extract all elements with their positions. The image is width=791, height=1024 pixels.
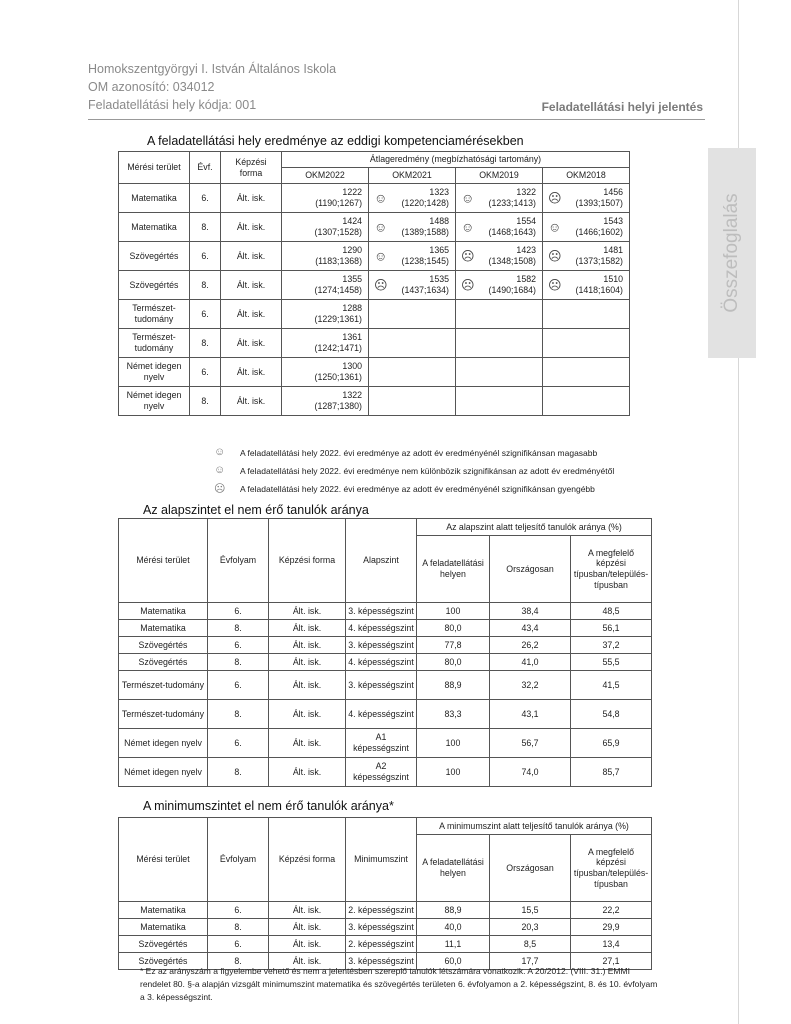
cell-score (282, 358, 369, 387)
table-row (119, 358, 630, 387)
cell-form: Ált. isk. (269, 953, 346, 970)
cell-site: 88,9 (417, 671, 490, 700)
cell-level: A1 képességszint (346, 729, 417, 758)
score-range: (1287;1380) (314, 401, 362, 411)
score-value: 1543 (603, 215, 623, 226)
cell-score (456, 387, 543, 416)
score-range: (1373;1582) (575, 256, 623, 266)
score-range: (1490;1684) (488, 285, 536, 295)
cell-form: Ált. isk. (269, 603, 346, 620)
score-value: 1290 (342, 244, 362, 255)
cell-national: 20,3 (490, 919, 571, 936)
cell-score (456, 358, 543, 387)
cell-site: 40,0 (417, 919, 490, 936)
cell-score (282, 300, 369, 329)
score-range: (1220;1428) (401, 198, 449, 208)
table-row (119, 603, 652, 620)
cell-site: 83,3 (417, 700, 490, 729)
cell-type: 56,1 (571, 620, 652, 637)
cell-score (282, 329, 369, 358)
score-value: 1365 (429, 244, 449, 255)
cell-type: 54,8 (571, 700, 652, 729)
smiley-neutral-icon: ☺ (374, 219, 388, 235)
cell-score (543, 300, 630, 329)
cell-score (369, 271, 456, 300)
cell-site: 60,0 (417, 953, 490, 970)
basic-level-table (118, 518, 652, 787)
cell-level: A2 képességszint (346, 758, 417, 787)
cell-score (543, 271, 630, 300)
cell-national: 17,7 (490, 953, 571, 970)
score-value: 1323 (429, 186, 449, 197)
col-header-year: OKM2022 (282, 168, 369, 184)
cell-grade: 6. (208, 637, 269, 654)
cell-level: 4. képességszint (346, 700, 417, 729)
cell-grade: 6. (190, 184, 221, 213)
score-value: 1300 (342, 360, 362, 371)
col-header-grade: Évf. (190, 152, 221, 184)
cell-level: 3. képességszint (346, 637, 417, 654)
col-header-area: Mérési terület (119, 818, 208, 902)
cell-level: 4. képességszint (346, 654, 417, 671)
smiley-sad-icon: ☹ (374, 277, 388, 293)
cell-national: 26,2 (490, 637, 571, 654)
cell-area: Természet-tudomány (119, 329, 190, 358)
col-header-site: A feladatellátási helyen (417, 835, 490, 902)
col-header-site: A feladatellátási helyen (417, 536, 490, 603)
cell-area: Matematika (119, 184, 190, 213)
score-value: 1554 (516, 215, 536, 226)
cell-level: 3. képességszint (346, 919, 417, 936)
cell-form: Ált. isk. (221, 271, 282, 300)
score-range: (1238;1545) (401, 256, 449, 266)
cell-level: 3. képességszint (346, 603, 417, 620)
cell-area: Természet-tudomány (119, 671, 208, 700)
cell-form: Ált. isk. (221, 358, 282, 387)
cell-type: 37,2 (571, 637, 652, 654)
smiley-neutral-icon: ☺ (548, 219, 562, 235)
cell-grade: 6. (190, 358, 221, 387)
score-value: 1481 (603, 244, 623, 255)
score-value: 1535 (429, 273, 449, 284)
cell-area: Matematika (119, 603, 208, 620)
cell-grade: 8. (190, 213, 221, 242)
cell-score (543, 387, 630, 416)
cell-type: 27,1 (571, 953, 652, 970)
cell-score (456, 329, 543, 358)
score-value: 1510 (603, 273, 623, 284)
legend-text: A feladatellátási hely 2022. évi eredménye az adott év eredményénél szignifikánsan magasabb (240, 448, 598, 458)
score-range: (1233;1413) (488, 198, 536, 208)
cell-score (456, 300, 543, 329)
col-header-form: Képzési forma (221, 152, 282, 184)
cell-grade: 6. (190, 242, 221, 271)
cell-national: 74,0 (490, 758, 571, 787)
cell-score (369, 329, 456, 358)
table-row (119, 620, 652, 637)
cell-score (543, 184, 630, 213)
col-header-level: Alapszint (346, 519, 417, 603)
cell-score (543, 242, 630, 271)
col-header-type: A megfelelő képzési típusban/település-típusban (571, 536, 652, 603)
cell-area: Német idegen nyelv (119, 358, 190, 387)
smiley-sad-icon: ☹ (548, 190, 562, 206)
score-range: (1229;1361) (314, 314, 362, 324)
legend-text: A feladatellátási hely 2022. évi eredménye az adott év eredményénél szignifikánsan gyengébb (240, 484, 595, 494)
score-value: 1222 (342, 186, 362, 197)
cell-area: Szövegértés (119, 271, 190, 300)
side-tab-label: Összefoglalás (721, 193, 742, 313)
header-divider (88, 119, 705, 120)
smiley-neutral-icon: ☺ (374, 190, 388, 206)
cell-form: Ált. isk. (269, 936, 346, 953)
cell-level: 2. képességszint (346, 936, 417, 953)
cell-grade: 6. (208, 671, 269, 700)
cell-area: Szövegértés (119, 637, 208, 654)
cell-form: Ált. isk. (269, 700, 346, 729)
cell-form: Ált. isk. (269, 729, 346, 758)
score-value: 1322 (342, 389, 362, 400)
cell-form: Ált. isk. (221, 329, 282, 358)
school-name: Homokszentgyörgyi I. István Általános Iskola (88, 62, 337, 76)
col-header-national: Országosan (490, 835, 571, 902)
cell-national: 32,2 (490, 671, 571, 700)
col-header-area: Mérési terület (119, 152, 190, 184)
smiley-neutral-icon: ☺ (214, 464, 226, 476)
competence-results-table (118, 151, 630, 416)
cell-national: 38,4 (490, 603, 571, 620)
cell-site: 77,8 (417, 637, 490, 654)
col-header-year: OKM2021 (369, 168, 456, 184)
cell-score (456, 242, 543, 271)
score-value: 1288 (342, 302, 362, 313)
score-range: (1418;1604) (575, 285, 623, 295)
legend-text: A feladatellátási hely 2022. évi eredménye nem különbözik szignifikánsan az adott év eredményétől (240, 466, 615, 476)
col-header-area: Mérési terület (119, 519, 208, 603)
cell-grade: 8. (190, 329, 221, 358)
table-row (119, 729, 652, 758)
table-row (119, 902, 652, 919)
cell-area: Szövegértés (119, 953, 208, 970)
table-row (119, 242, 630, 271)
score-value: 1582 (516, 273, 536, 284)
cell-national: 41,0 (490, 654, 571, 671)
cell-form: Ált. isk. (269, 902, 346, 919)
col-header-average: Átlageredmény (megbízhatósági tartomány) (282, 152, 630, 168)
cell-score (369, 184, 456, 213)
cell-type: 55,5 (571, 654, 652, 671)
score-value: 1488 (429, 215, 449, 226)
cell-score (369, 358, 456, 387)
cell-area: Matematika (119, 620, 208, 637)
cell-area: Szövegértés (119, 242, 190, 271)
cell-area: Matematika (119, 902, 208, 919)
cell-form: Ált. isk. (269, 919, 346, 936)
cell-score (282, 387, 369, 416)
cell-grade: 8. (208, 700, 269, 729)
table-row (119, 300, 630, 329)
col-header-grade: Évfolyam (208, 519, 269, 603)
cell-type: 41,5 (571, 671, 652, 700)
smiley-happy-icon: ☺ (214, 446, 226, 458)
cell-level: 4. képességszint (346, 620, 417, 637)
score-value: 1322 (516, 186, 536, 197)
report-title: Feladatellátási helyi jelentés (541, 100, 703, 114)
cell-score (543, 329, 630, 358)
score-range: (1250;1361) (314, 372, 362, 382)
col-header-level: Minimumszint (346, 818, 417, 902)
cell-form: Ált. isk. (221, 242, 282, 271)
site-code: Feladatellátási hely kódja: 001 (88, 98, 257, 112)
table-row (119, 671, 652, 700)
cell-site: 100 (417, 603, 490, 620)
smiley-sad-icon: ☹ (548, 248, 562, 264)
smiley-sad-icon: ☹ (548, 277, 562, 293)
table-row (119, 700, 652, 729)
score-range: (1466;1602) (575, 227, 623, 237)
cell-form: Ált. isk. (269, 637, 346, 654)
cell-type: 48,5 (571, 603, 652, 620)
table-row (119, 329, 630, 358)
score-range: (1437;1634) (401, 285, 449, 295)
score-value: 1456 (603, 186, 623, 197)
cell-score (456, 184, 543, 213)
score-range: (1274;1458) (314, 285, 362, 295)
cell-national: 15,5 (490, 902, 571, 919)
score-range: (1242;1471) (314, 343, 362, 353)
table-row (119, 637, 652, 654)
cell-score (543, 213, 630, 242)
cell-national: 43,4 (490, 620, 571, 637)
cell-type: 13,4 (571, 936, 652, 953)
smiley-neutral-icon: ☺ (374, 248, 388, 264)
score-range: (1468;1643) (488, 227, 536, 237)
smiley-sad-icon: ☹ (214, 483, 226, 495)
cell-grade: 8. (190, 387, 221, 416)
cell-score (456, 271, 543, 300)
score-value: 1355 (342, 273, 362, 284)
smiley-neutral-icon: ☺ (461, 219, 475, 235)
cell-score (369, 242, 456, 271)
smiley-sad-icon: ☹ (461, 277, 475, 293)
col-header-year: OKM2019 (456, 168, 543, 184)
col-header-type: A megfelelő képzési típusban/település-típusban (571, 835, 652, 902)
col-header-group: Az alapszint alatt teljesítő tanulók aránya (%) (417, 519, 652, 536)
cell-grade: 8. (208, 919, 269, 936)
cell-form: Ált. isk. (269, 758, 346, 787)
cell-form: Ált. isk. (221, 300, 282, 329)
cell-grade: 8. (190, 271, 221, 300)
table-row (119, 936, 652, 953)
cell-area: Matematika (119, 919, 208, 936)
table-row (119, 213, 630, 242)
table-row (119, 271, 630, 300)
om-id: OM azonosító: 034012 (88, 80, 215, 94)
cell-score (369, 387, 456, 416)
cell-area: Német idegen nyelv (119, 387, 190, 416)
col-header-form: Képzési forma (269, 818, 346, 902)
cell-national: 8,5 (490, 936, 571, 953)
cell-score (456, 213, 543, 242)
cell-grade: 8. (208, 620, 269, 637)
table-row (119, 654, 652, 671)
smiley-neutral-icon: ☺ (461, 190, 475, 206)
table-row (119, 758, 652, 787)
section3-title: A minimumszintet el nem érő tanulók aránya* (143, 799, 394, 813)
cell-grade: 8. (208, 758, 269, 787)
cell-form: Ált. isk. (221, 184, 282, 213)
cell-score (369, 213, 456, 242)
cell-site: 88,9 (417, 902, 490, 919)
cell-score (282, 213, 369, 242)
col-header-group: A minimumszint alatt teljesítő tanulók aránya (%) (417, 818, 652, 835)
cell-score (282, 271, 369, 300)
cell-site: 80,0 (417, 620, 490, 637)
cell-level: 2. képességszint (346, 902, 417, 919)
col-header-form: Képzési forma (269, 519, 346, 603)
cell-grade: 6. (208, 936, 269, 953)
score-range: (1389;1588) (401, 227, 449, 237)
side-tab (708, 148, 756, 358)
cell-type: 29,9 (571, 919, 652, 936)
score-range: (1183;1368) (315, 256, 362, 266)
section2-title: Az alapszintet el nem érő tanulók aránya (143, 503, 369, 517)
section1-title: A feladatellátási hely eredménye az eddigi kompetenciamérésekben (147, 134, 524, 148)
score-value: 1423 (516, 244, 536, 255)
cell-level: 3. képességszint (346, 671, 417, 700)
cell-level: 3. képességszint (346, 953, 417, 970)
cell-type: 65,9 (571, 729, 652, 758)
score-value: 1424 (342, 215, 362, 226)
score-range: (1393;1507) (575, 198, 623, 208)
table-row (119, 387, 630, 416)
cell-score (543, 358, 630, 387)
footnote: * Ez az arányszám a figyelembe vehető és nem a jelentésben szereplő tanulók létszámára vonatkozik. A 20/2012. (VIII. 31.) EMMI rendelet 80. §-a alapján vizsgált minimumszint matematika és szövegértés területen 6. évfolyamon a 2. képességszint, 8. és 10. évfolyam a 3. képességszint. (140, 966, 658, 1003)
cell-form: Ált. isk. (269, 654, 346, 671)
cell-grade: 6. (208, 902, 269, 919)
cell-form: Ált. isk. (221, 387, 282, 416)
cell-national: 56,7 (490, 729, 571, 758)
cell-national: 43,1 (490, 700, 571, 729)
cell-site: 11,1 (417, 936, 490, 953)
cell-form: Ált. isk. (221, 213, 282, 242)
cell-area: Matematika (119, 213, 190, 242)
cell-form: Ált. isk. (269, 671, 346, 700)
cell-type: 85,7 (571, 758, 652, 787)
smiley-sad-icon: ☹ (461, 248, 475, 264)
col-header-national: Országosan (490, 536, 571, 603)
cell-site: 100 (417, 729, 490, 758)
table-row (119, 184, 630, 213)
cell-area: Természet-tudomány (119, 700, 208, 729)
score-range: (1348;1508) (488, 256, 536, 266)
cell-site: 100 (417, 758, 490, 787)
cell-type: 22,2 (571, 902, 652, 919)
cell-score (282, 242, 369, 271)
cell-form: Ált. isk. (269, 620, 346, 637)
cell-grade: 6. (208, 603, 269, 620)
score-value: 1361 (342, 331, 362, 342)
cell-grade: 8. (208, 953, 269, 970)
minimum-level-table (118, 817, 652, 970)
cell-grade: 6. (208, 729, 269, 758)
cell-score (369, 300, 456, 329)
score-range: (1190;1267) (315, 198, 362, 208)
cell-area: Német idegen nyelv (119, 729, 208, 758)
table-row (119, 919, 652, 936)
cell-grade: 6. (190, 300, 221, 329)
cell-area: Szövegértés (119, 936, 208, 953)
col-header-grade: Évfolyam (208, 818, 269, 902)
cell-site: 80,0 (417, 654, 490, 671)
col-header-year: OKM2018 (543, 168, 630, 184)
cell-area: Német idegen nyelv (119, 758, 208, 787)
cell-grade: 8. (208, 654, 269, 671)
cell-score (282, 184, 369, 213)
score-range: (1307;1528) (314, 227, 362, 237)
cell-area: Természet-tudomány (119, 300, 190, 329)
cell-area: Szövegértés (119, 654, 208, 671)
